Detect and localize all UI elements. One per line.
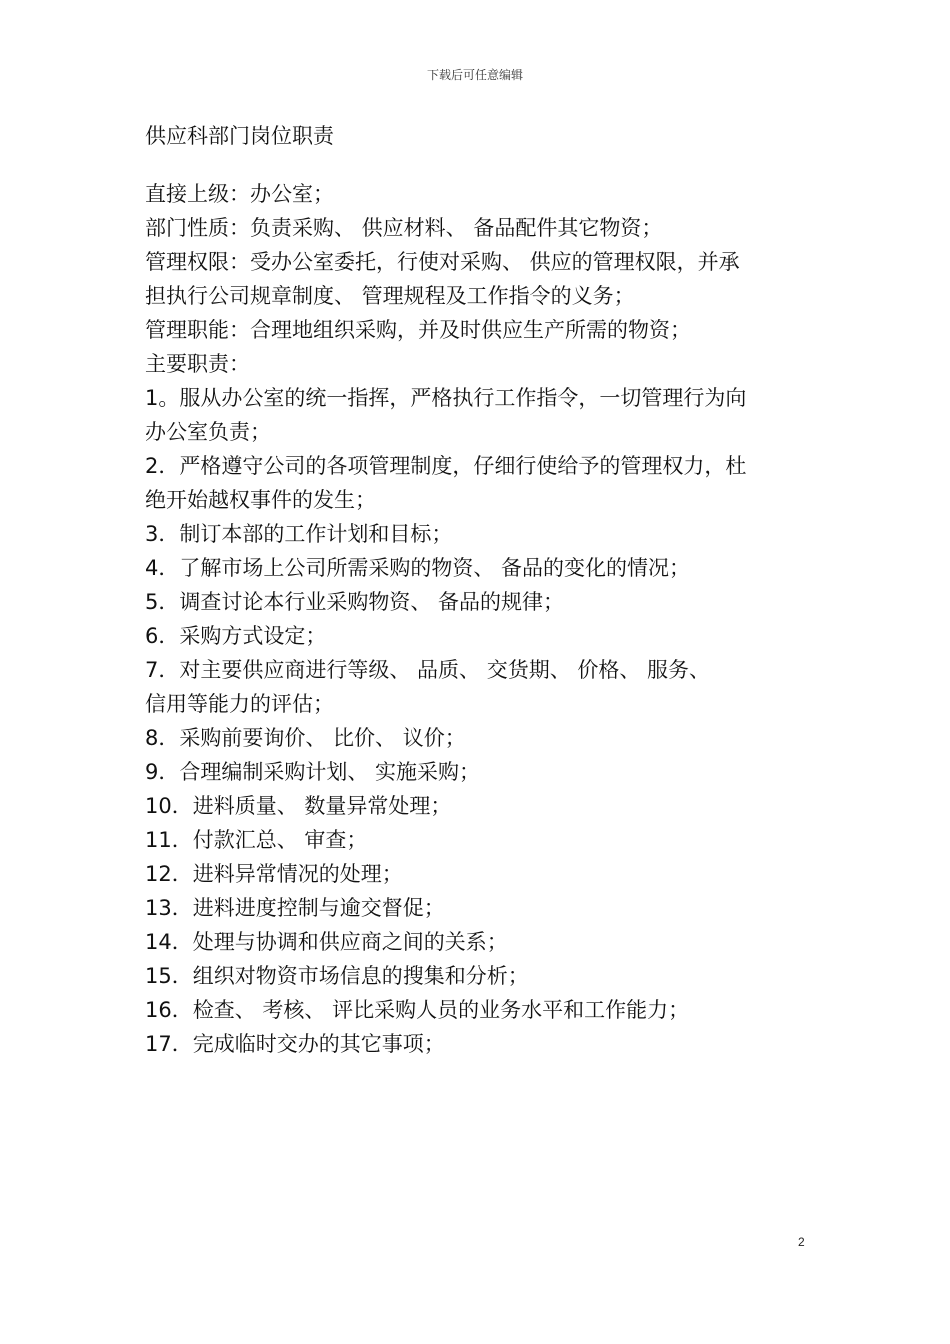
page-header: 下载后可任意编辑 <box>426 68 523 82</box>
text-line: 直接上级：办公室； <box>145 182 334 206</box>
text-line: 12．进料异常情况的处理； <box>145 862 403 886</box>
text-line: 办公室负责； <box>145 420 271 444</box>
text-line: 担执行公司规章制度、 管理规程及工作指令的义务； <box>145 284 635 308</box>
text-line: 信用等能力的评估； <box>145 692 334 716</box>
text-line: 管理权限：受办公室委托，行使对采购、 供应的管理权限，并承 <box>145 250 740 274</box>
text-line: 6．采购方式设定； <box>145 624 327 648</box>
text-line: 17．完成临时交办的其它事项； <box>145 1032 445 1056</box>
text-line: 14．处理与协调和供应商之间的关系； <box>145 930 508 954</box>
text-line: 管理职能：合理地组织采购，并及时供应生产所需的物资； <box>145 318 691 342</box>
document-title: 供应科部门岗位职责 <box>145 124 334 148</box>
text-line: 部门性质：负责采购、 供应材料、 备品配件其它物资； <box>145 216 663 240</box>
text-line: 16．检查、 考核、 评比采购人员的业务水平和工作能力； <box>145 998 690 1022</box>
text-line: 9．合理编制采购计划、 实施采购； <box>145 760 481 784</box>
text-line: 10．进料质量、 数量异常处理； <box>145 794 452 818</box>
page-number: 2 <box>798 1235 805 1249</box>
text-line: 7．对主要供应商进行等级、 品质、 交货期、 价格、 服务、 <box>145 658 711 682</box>
text-line: 1。服从办公室的统一指挥，严格执行工作指令，一切管理行为向 <box>145 386 747 410</box>
text-line: 4．了解市场上公司所需采购的物资、 备品的变化的情况； <box>145 556 691 580</box>
text-line: 11．付款汇总、 审查； <box>145 828 368 852</box>
text-line: 主要职责： <box>145 352 250 376</box>
text-line: 2．严格遵守公司的各项管理制度，仔细行使给予的管理权力，杜 <box>145 454 747 478</box>
text-line: 3．制订本部的工作计划和目标； <box>145 522 453 546</box>
document-body <box>145 177 810 1061</box>
text-line: 绝开始越权事件的发生； <box>145 488 376 512</box>
text-line: 15．组织对物资市场信息的搜集和分析； <box>145 964 529 988</box>
text-line: 8．采购前要询价、 比价、 议价； <box>145 726 466 750</box>
text-line: 13．进料进度控制与逾交督促； <box>145 896 445 920</box>
text-line: 5．调查讨论本行业采购物资、 备品的规律； <box>145 590 565 614</box>
